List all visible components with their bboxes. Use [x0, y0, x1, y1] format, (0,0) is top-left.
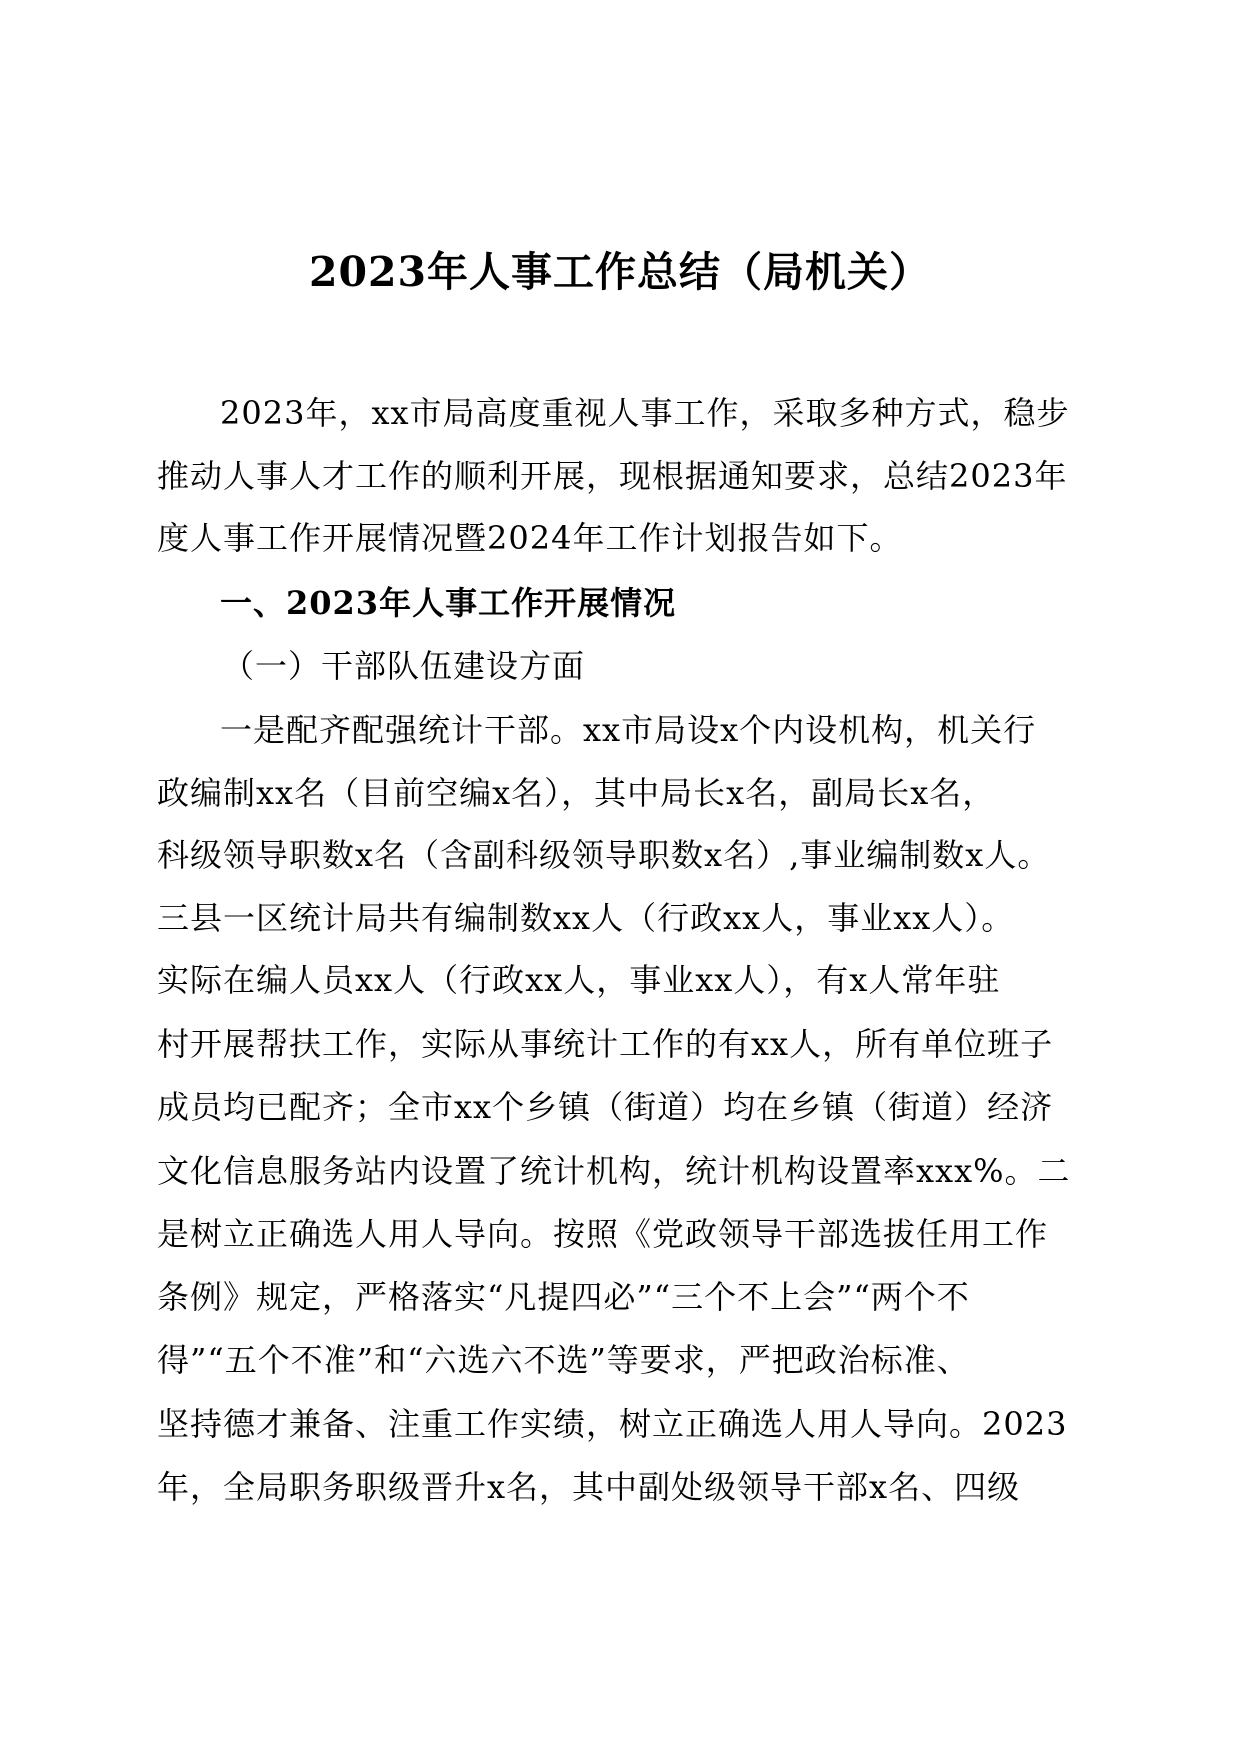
body-line-8: 文化信息服务站内设置了统计机构，统计机构设置率xxx%。二 [157, 1152, 1071, 1190]
body-line-11: 得”“五个不准”和“六选六不选”等要求，严把政治标准、 [157, 1341, 970, 1379]
body-line-3: 科级领导职数x名（含副科级领导职数x名）,事业编制数x人。 [157, 836, 1051, 874]
body-line-2: 政编制xx名（目前空编x名），其中局长x名，副局长x名， [157, 774, 996, 812]
body-line-13: 年，全局职务职级晋升x名，其中副处级领导干部x名、四级 [157, 1468, 1021, 1506]
body-line-10: 条例》规定，严格落实“凡提四必”“三个不上会”“两个不 [157, 1278, 970, 1316]
section-heading: 一、2023年人事工作开展情况 [220, 584, 677, 622]
body-line-9: 是树立正确选人用人导向。按照《党政领导干部选拔任用工作 [157, 1215, 1049, 1253]
body-line-12: 坚持德才兼备、注重工作实绩，树立正确选人用人导向。2023 [157, 1405, 1068, 1443]
intro-line-2: 推动人事人才工作的顺利开展，现根据通知要求，总结2023年 [157, 457, 1068, 495]
body-line-7: 成员均已配齐；全市xx个乡镇（街道）均在乡镇（街道）经济 [157, 1088, 1054, 1126]
body-line-5: 实际在编人员xx人（行政xx人，事业xx人），有x人常年驻 [157, 961, 1001, 999]
body-line-6: 村开展帮扶工作，实际从事统计工作的有xx人，所有单位班子 [157, 1025, 1054, 1063]
intro-line-3: 度人事工作开展情况暨2024年工作计划报告如下。 [157, 519, 903, 557]
body-line-4: 三县一区统计局共有编制数xx人（行政xx人，事业xx人）。 [157, 899, 1015, 937]
document-title: 2023年人事工作总结（局机关） [308, 248, 932, 296]
intro-line-1: 2023年，xx市局高度重视人事工作，采取多种方式，稳步 [220, 394, 1070, 432]
body-line-1: 一是配齐配强统计干部。xx市局设x个内设机构，机关行 [220, 711, 1037, 749]
subsection-heading: （一）干部队伍建设方面 [222, 647, 586, 685]
